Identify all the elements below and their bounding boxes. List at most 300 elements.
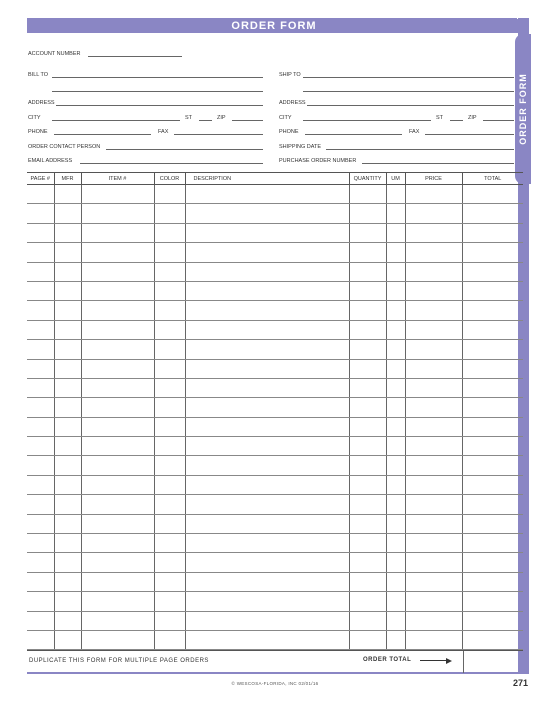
- table-cell[interactable]: [405, 592, 462, 611]
- table-cell[interactable]: [27, 514, 54, 533]
- table-cell[interactable]: [154, 572, 185, 591]
- table-cell[interactable]: [405, 301, 462, 320]
- table-cell[interactable]: [27, 243, 54, 262]
- table-cell[interactable]: [349, 475, 386, 494]
- table-cell[interactable]: [349, 456, 386, 475]
- table-cell[interactable]: [349, 611, 386, 630]
- table-cell[interactable]: [81, 592, 154, 611]
- table-cell[interactable]: [386, 592, 405, 611]
- bill-st-label-wrap: [185, 112, 192, 122]
- table-cell[interactable]: [405, 281, 462, 300]
- email-label: EMAIL ADDRESS: [28, 158, 73, 164]
- table-cell[interactable]: [349, 398, 386, 417]
- table-row: [27, 378, 523, 397]
- table-row: [27, 243, 523, 262]
- table-row: [27, 592, 523, 611]
- table-cell[interactable]: [81, 398, 154, 417]
- table-cell[interactable]: [386, 572, 405, 591]
- table-cell[interactable]: [154, 281, 185, 300]
- table-cell[interactable]: [462, 572, 523, 591]
- title-band: [27, 19, 521, 33]
- table-cell[interactable]: [54, 340, 81, 359]
- table-cell[interactable]: [27, 204, 54, 223]
- ship-address-label-wrap: [279, 97, 306, 107]
- col-mfr: MFR: [54, 173, 81, 185]
- email-label-wrap: [28, 155, 72, 165]
- table-cell[interactable]: [349, 204, 386, 223]
- table-cell[interactable]: [154, 340, 185, 359]
- table-cell[interactable]: [54, 223, 81, 242]
- table-cell[interactable]: [81, 301, 154, 320]
- table-cell[interactable]: [405, 185, 462, 204]
- table-cell[interactable]: [185, 630, 349, 649]
- table-cell[interactable]: [386, 185, 405, 204]
- table-row: [27, 553, 523, 572]
- duplicate-note: DUPLICATE THIS FORM FOR MULTIPLE PAGE ORDERS: [29, 658, 209, 664]
- table-cell[interactable]: [349, 437, 386, 456]
- table-cell[interactable]: [349, 534, 386, 553]
- table-cell[interactable]: [185, 340, 349, 359]
- table-cell[interactable]: [27, 417, 54, 436]
- table-cell[interactable]: [54, 572, 81, 591]
- table-cell[interactable]: [54, 592, 81, 611]
- po-number-field[interactable]: [362, 163, 514, 164]
- table-cell[interactable]: [154, 534, 185, 553]
- table-cell[interactable]: [386, 630, 405, 649]
- table-cell[interactable]: [386, 301, 405, 320]
- col-quantity: QUANTITY: [349, 173, 386, 185]
- table-cell[interactable]: [462, 340, 523, 359]
- table-cell[interactable]: [462, 495, 523, 514]
- table-cell[interactable]: [54, 398, 81, 417]
- table-cell[interactable]: [54, 378, 81, 397]
- table-cell[interactable]: [405, 359, 462, 378]
- table-cell[interactable]: [386, 475, 405, 494]
- table-cell[interactable]: [462, 456, 523, 475]
- table-cell[interactable]: [81, 534, 154, 553]
- table-cell[interactable]: [386, 534, 405, 553]
- table-row: [27, 281, 523, 300]
- ship-st-field[interactable]: [450, 120, 463, 121]
- table-cell[interactable]: [405, 514, 462, 533]
- table-cell[interactable]: [405, 553, 462, 572]
- table-cell[interactable]: [405, 437, 462, 456]
- table-cell[interactable]: [54, 630, 81, 649]
- table-cell[interactable]: [185, 495, 349, 514]
- table-cell[interactable]: [349, 417, 386, 436]
- bill-city-label: CITY: [28, 115, 41, 121]
- table-cell[interactable]: [462, 630, 523, 649]
- col-price: PRICE: [405, 173, 462, 185]
- table-cell[interactable]: [185, 456, 349, 475]
- table-cell[interactable]: [27, 592, 54, 611]
- table-cell[interactable]: [81, 475, 154, 494]
- table-cell[interactable]: [154, 417, 185, 436]
- ship-to-label: SHIP TO: [279, 72, 301, 78]
- table-cell[interactable]: [405, 223, 462, 242]
- table-cell[interactable]: [462, 301, 523, 320]
- col-page: PAGE #: [27, 173, 54, 185]
- table-cell[interactable]: [81, 378, 154, 397]
- table-cell[interactable]: [405, 378, 462, 397]
- account-number-label: ACCOUNT NUMBER: [28, 51, 81, 57]
- bill-zip-label-wrap: [217, 112, 226, 122]
- table-cell[interactable]: [462, 223, 523, 242]
- table-cell[interactable]: [185, 320, 349, 339]
- table-cell[interactable]: [27, 630, 54, 649]
- table-cell[interactable]: [185, 553, 349, 572]
- table-cell[interactable]: [154, 378, 185, 397]
- table-cell[interactable]: [27, 534, 54, 553]
- table-cell[interactable]: [154, 243, 185, 262]
- table-cell[interactable]: [185, 475, 349, 494]
- table-cell[interactable]: [349, 301, 386, 320]
- table-cell[interactable]: [185, 301, 349, 320]
- table-cell[interactable]: [185, 204, 349, 223]
- table-row: [27, 630, 523, 649]
- form-title: ORDER FORM: [231, 20, 317, 32]
- table-cell[interactable]: [27, 320, 54, 339]
- table-cell[interactable]: [27, 185, 54, 204]
- table-cell[interactable]: [54, 281, 81, 300]
- table-cell[interactable]: [81, 611, 154, 630]
- table-cell[interactable]: [462, 611, 523, 630]
- ship-fax-field[interactable]: [425, 134, 514, 135]
- table-cell[interactable]: [386, 514, 405, 533]
- shipping-date-label: SHIPPING DATE: [279, 144, 322, 150]
- table-cell[interactable]: [386, 340, 405, 359]
- table-cell[interactable]: [154, 475, 185, 494]
- table-cell[interactable]: [154, 359, 185, 378]
- table-cell[interactable]: [185, 359, 349, 378]
- table-cell[interactable]: [386, 320, 405, 339]
- table-cell[interactable]: [462, 359, 523, 378]
- table-cell[interactable]: [462, 417, 523, 436]
- table-cell[interactable]: [462, 475, 523, 494]
- bill-phone-field[interactable]: [54, 134, 151, 135]
- table-cell[interactable]: [462, 320, 523, 339]
- table-cell[interactable]: [27, 475, 54, 494]
- table-cell[interactable]: [405, 456, 462, 475]
- table-cell[interactable]: [462, 553, 523, 572]
- table-cell[interactable]: [54, 320, 81, 339]
- ship-fax-label: FAX: [409, 129, 420, 135]
- table-cell[interactable]: [81, 281, 154, 300]
- table-cell[interactable]: [349, 630, 386, 649]
- table-cell[interactable]: [154, 553, 185, 572]
- table-cell[interactable]: [185, 185, 349, 204]
- bill-city-label-wrap: [28, 112, 41, 122]
- table-cell[interactable]: [185, 592, 349, 611]
- arrowhead-icon: [446, 658, 452, 664]
- table-cell[interactable]: [386, 398, 405, 417]
- table-cell[interactable]: [154, 262, 185, 281]
- email-field[interactable]: [80, 163, 263, 164]
- table-cell[interactable]: [54, 417, 81, 436]
- table-cell[interactable]: [54, 359, 81, 378]
- ship-to-field[interactable]: [303, 77, 514, 78]
- table-cell[interactable]: [81, 417, 154, 436]
- arrow-right-icon: [420, 660, 448, 661]
- table-cell[interactable]: [185, 437, 349, 456]
- table-cell[interactable]: [54, 301, 81, 320]
- table-row: [27, 204, 523, 223]
- table-cell[interactable]: [349, 223, 386, 242]
- table-cell[interactable]: [27, 398, 54, 417]
- table-cell[interactable]: [462, 534, 523, 553]
- bill-city-field[interactable]: [52, 120, 180, 121]
- table-cell[interactable]: [405, 417, 462, 436]
- table-row: [27, 514, 523, 533]
- table-cell[interactable]: [154, 320, 185, 339]
- table-header-row: [27, 173, 523, 185]
- table-cell[interactable]: [54, 185, 81, 204]
- order-contact-field[interactable]: [106, 149, 263, 150]
- table-cell[interactable]: [349, 243, 386, 262]
- table-cell[interactable]: [54, 553, 81, 572]
- table-cell[interactable]: [349, 495, 386, 514]
- table-cell[interactable]: [154, 437, 185, 456]
- table-cell[interactable]: [462, 378, 523, 397]
- table-cell[interactable]: [349, 340, 386, 359]
- table-cell[interactable]: [27, 359, 54, 378]
- table-cell[interactable]: [405, 572, 462, 591]
- table-cell[interactable]: [154, 495, 185, 514]
- ship-st-label-wrap: [436, 112, 443, 122]
- table-cell[interactable]: [349, 592, 386, 611]
- table-cell[interactable]: [386, 223, 405, 242]
- table-cell[interactable]: [349, 281, 386, 300]
- table-cell[interactable]: [154, 223, 185, 242]
- table-cell[interactable]: [462, 204, 523, 223]
- table-cell[interactable]: [81, 630, 154, 649]
- table-cell[interactable]: [27, 223, 54, 242]
- bill-zip-label: ZIP: [217, 115, 226, 121]
- bill-fax-label-wrap: [158, 126, 168, 136]
- table-cell[interactable]: [185, 417, 349, 436]
- table-cell[interactable]: [81, 514, 154, 533]
- table-cell[interactable]: [27, 281, 54, 300]
- table-row: [27, 262, 523, 281]
- table-cell[interactable]: [27, 456, 54, 475]
- col-description: DESCRIPTION: [185, 173, 349, 185]
- account-number-label-wrap: [28, 48, 80, 58]
- table-row: [27, 534, 523, 553]
- table-cell[interactable]: [405, 475, 462, 494]
- col-color: COLOR: [154, 173, 185, 185]
- table-cell[interactable]: [81, 456, 154, 475]
- table-cell[interactable]: [154, 630, 185, 649]
- table-cell[interactable]: [54, 262, 81, 281]
- po-number-label-wrap: [279, 155, 356, 165]
- table-cell[interactable]: [81, 359, 154, 378]
- table-cell[interactable]: [386, 553, 405, 572]
- bill-fax-label: FAX: [158, 129, 169, 135]
- table-cell[interactable]: [27, 553, 54, 572]
- ship-phone-field[interactable]: [305, 134, 402, 135]
- table-cell[interactable]: [27, 495, 54, 514]
- table-cell[interactable]: [185, 281, 349, 300]
- table-cell[interactable]: [349, 553, 386, 572]
- table-cell[interactable]: [81, 223, 154, 242]
- table-cell[interactable]: [349, 185, 386, 204]
- bill-address-label: ADDRESS: [28, 100, 55, 106]
- table-cell[interactable]: [386, 359, 405, 378]
- table-cell[interactable]: [81, 204, 154, 223]
- side-tab: [515, 34, 531, 184]
- table-cell[interactable]: [81, 495, 154, 514]
- table-cell[interactable]: [386, 611, 405, 630]
- po-number-label: PURCHASE ORDER NUMBER: [279, 158, 357, 164]
- table-cell[interactable]: [154, 204, 185, 223]
- table-cell[interactable]: [405, 243, 462, 262]
- table-cell[interactable]: [386, 204, 405, 223]
- table-cell[interactable]: [185, 223, 349, 242]
- table-cell[interactable]: [386, 281, 405, 300]
- table-row: [27, 475, 523, 494]
- bill-address-field[interactable]: [56, 105, 263, 106]
- table-cell[interactable]: [462, 437, 523, 456]
- table-row: [27, 572, 523, 591]
- shipping-date-label-wrap: [279, 141, 321, 151]
- bill-st-label: ST: [185, 115, 193, 121]
- table-cell[interactable]: [185, 514, 349, 533]
- table-cell[interactable]: [81, 340, 154, 359]
- table-cell[interactable]: [27, 340, 54, 359]
- table-cell[interactable]: [349, 262, 386, 281]
- table-cell[interactable]: [27, 611, 54, 630]
- table-cell[interactable]: [405, 340, 462, 359]
- ship-zip-field[interactable]: [483, 120, 514, 121]
- shipping-date-field[interactable]: [326, 149, 514, 150]
- bill-to-label-wrap: [28, 69, 48, 79]
- table-cell[interactable]: [405, 495, 462, 514]
- table-cell[interactable]: [154, 592, 185, 611]
- table-cell[interactable]: [405, 204, 462, 223]
- table-cell[interactable]: [185, 611, 349, 630]
- table-row: [27, 340, 523, 359]
- table-cell[interactable]: [27, 301, 54, 320]
- bill-st-field[interactable]: [199, 120, 212, 121]
- table-cell[interactable]: [54, 495, 81, 514]
- table-cell[interactable]: [462, 398, 523, 417]
- table-cell[interactable]: [154, 398, 185, 417]
- table-cell[interactable]: [154, 301, 185, 320]
- table-row: [27, 359, 523, 378]
- table-cell[interactable]: [54, 243, 81, 262]
- table-cell[interactable]: [386, 243, 405, 262]
- table-cell[interactable]: [405, 320, 462, 339]
- ship-zip-label-wrap: [468, 112, 477, 122]
- table-cell[interactable]: [185, 534, 349, 553]
- table-cell[interactable]: [27, 437, 54, 456]
- table-cell[interactable]: [81, 243, 154, 262]
- table-cell[interactable]: [154, 185, 185, 204]
- ship-to-label-wrap: [279, 69, 301, 79]
- table-cell[interactable]: [54, 611, 81, 630]
- table-row: [27, 437, 523, 456]
- table-cell[interactable]: [54, 514, 81, 533]
- bill-fax-field[interactable]: [174, 134, 263, 135]
- table-cell[interactable]: [405, 398, 462, 417]
- table-cell[interactable]: [349, 572, 386, 591]
- col-item: ITEM #: [81, 173, 154, 185]
- table-cell[interactable]: [386, 437, 405, 456]
- ship-city-field[interactable]: [303, 120, 431, 121]
- table-cell[interactable]: [27, 262, 54, 281]
- bill-zip-field[interactable]: [232, 120, 263, 121]
- table-cell[interactable]: [54, 437, 81, 456]
- bill-to-field-line2[interactable]: [52, 91, 263, 92]
- table-cell[interactable]: [462, 243, 523, 262]
- table-cell[interactable]: [154, 611, 185, 630]
- table-cell[interactable]: [54, 534, 81, 553]
- table-cell[interactable]: [185, 243, 349, 262]
- table-cell[interactable]: [386, 456, 405, 475]
- bill-to-field[interactable]: [52, 77, 263, 78]
- table-cell[interactable]: [54, 475, 81, 494]
- table-cell[interactable]: [349, 514, 386, 533]
- table-cell[interactable]: [185, 398, 349, 417]
- ship-to-field-line2[interactable]: [303, 91, 514, 92]
- table-cell[interactable]: [405, 611, 462, 630]
- table-cell[interactable]: [386, 262, 405, 281]
- table-cell[interactable]: [185, 262, 349, 281]
- order-items-table: [27, 172, 523, 650]
- table-cell[interactable]: [54, 204, 81, 223]
- table-cell[interactable]: [349, 378, 386, 397]
- table-cell[interactable]: [154, 456, 185, 475]
- table-cell[interactable]: [462, 281, 523, 300]
- table-cell[interactable]: [462, 514, 523, 533]
- table-cell[interactable]: [462, 262, 523, 281]
- order-total-divider: [463, 651, 464, 673]
- table-cell[interactable]: [405, 630, 462, 649]
- table-cell[interactable]: [54, 456, 81, 475]
- table-cell[interactable]: [154, 514, 185, 533]
- table-cell[interactable]: [386, 495, 405, 514]
- table-cell[interactable]: [349, 320, 386, 339]
- table-cell[interactable]: [27, 572, 54, 591]
- table-cell[interactable]: [81, 572, 154, 591]
- ship-phone-label: PHONE: [279, 129, 299, 135]
- table-cell[interactable]: [405, 262, 462, 281]
- table-cell[interactable]: [386, 417, 405, 436]
- table-cell[interactable]: [81, 185, 154, 204]
- table-cell[interactable]: [462, 185, 523, 204]
- table-row: [27, 456, 523, 475]
- table-row: [27, 398, 523, 417]
- ship-city-label-wrap: [279, 112, 292, 122]
- table-cell[interactable]: [81, 262, 154, 281]
- ship-fax-label-wrap: [409, 126, 419, 136]
- bill-phone-label: PHONE: [28, 129, 48, 135]
- table-row: [27, 301, 523, 320]
- table-cell[interactable]: [405, 534, 462, 553]
- table-cell[interactable]: [27, 378, 54, 397]
- table-cell[interactable]: [349, 359, 386, 378]
- table-cell[interactable]: [462, 592, 523, 611]
- table-cell[interactable]: [81, 320, 154, 339]
- table-cell[interactable]: [386, 378, 405, 397]
- table-cell[interactable]: [185, 378, 349, 397]
- table-cell[interactable]: [185, 572, 349, 591]
- table-cell[interactable]: [81, 553, 154, 572]
- ship-phone-label-wrap: [279, 126, 299, 136]
- table-cell[interactable]: [81, 437, 154, 456]
- account-number-field[interactable]: [88, 56, 182, 57]
- ship-address-field[interactable]: [307, 105, 514, 106]
